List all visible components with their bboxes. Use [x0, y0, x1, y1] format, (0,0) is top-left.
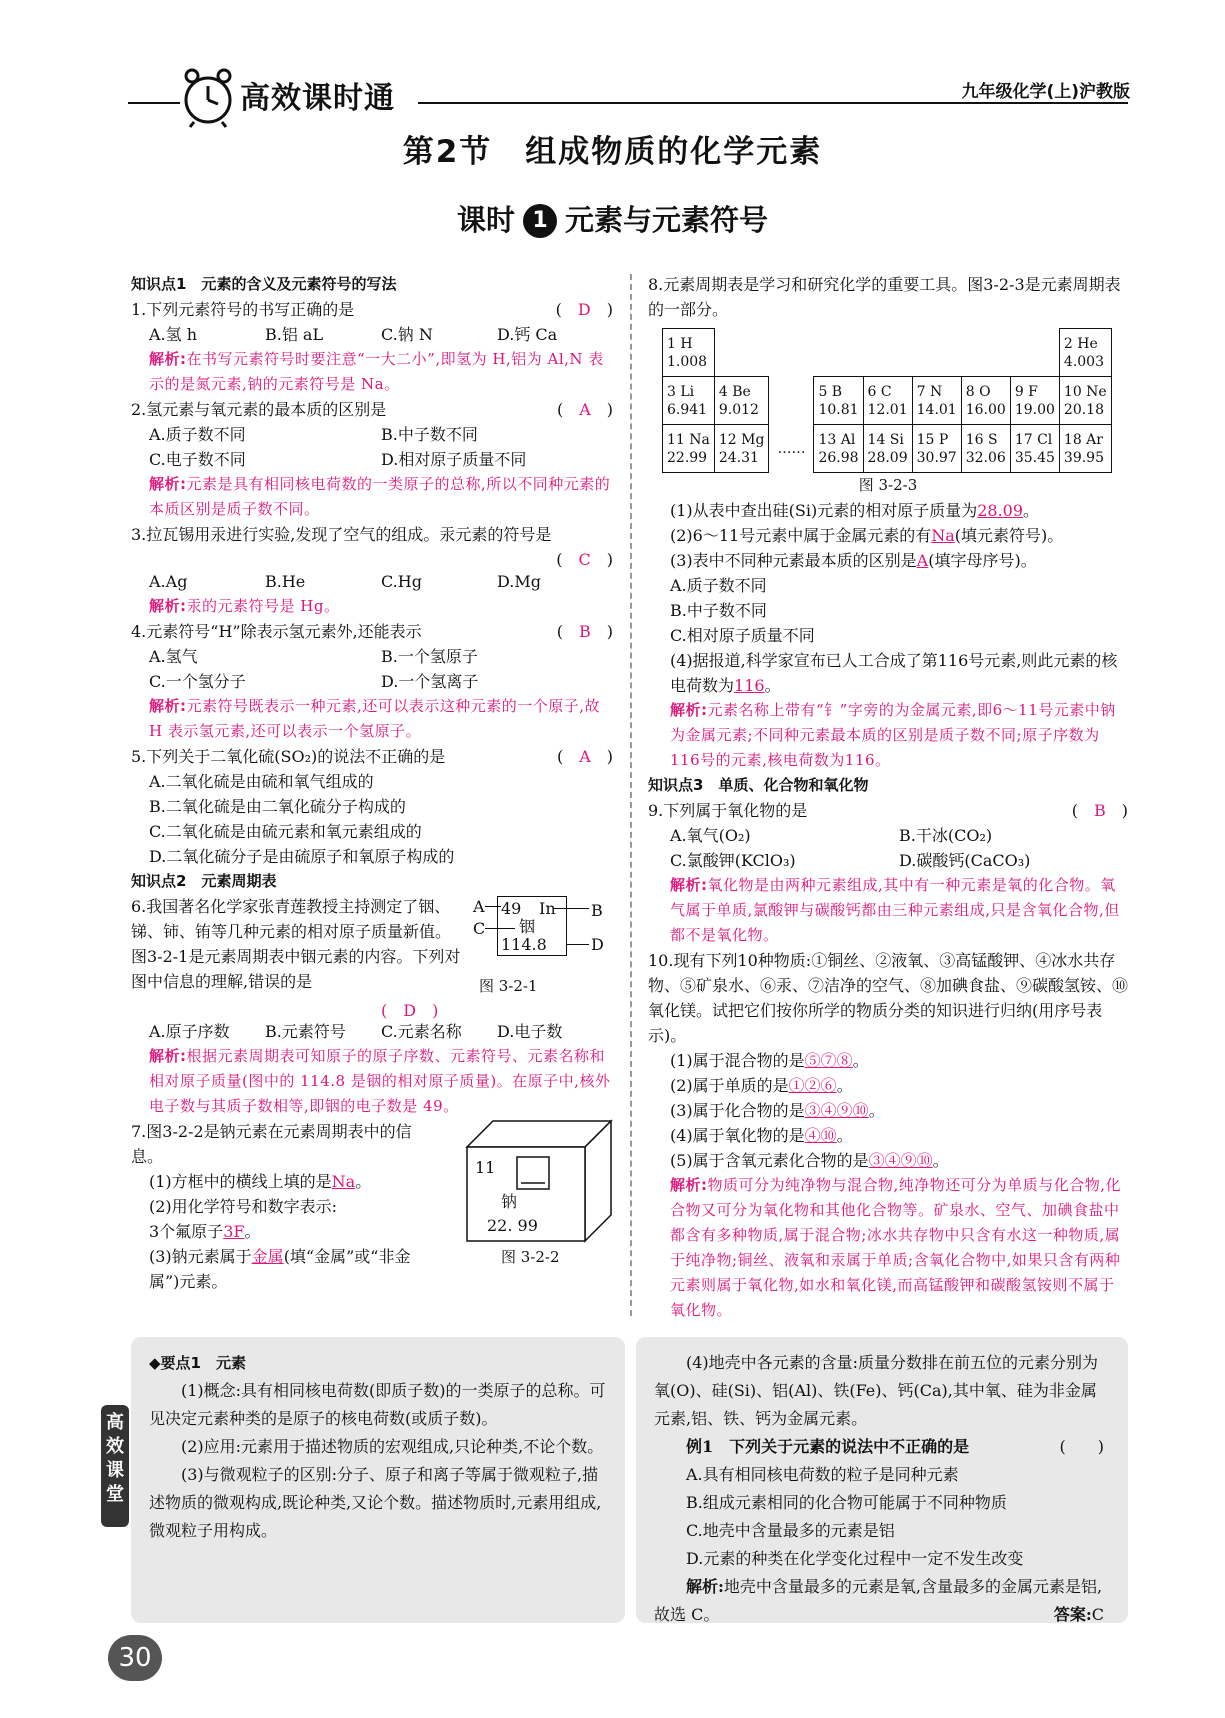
pt-cell: 6 C 12.01 [863, 377, 912, 425]
page-number: 30 [108, 1635, 162, 1681]
question-10: 10.现有下列10种物质:①铜丝、②液氧、③高锰酸钾、④冰水共存物、⑤矿泉水、⑥汞、⑦洁净的空气、⑧加碘食盐、⑨碳酸氢铵、⑩氧化镁。试把它们按你所学的物质分类的知识进行归纳(用序号表示)。 (1)属于混合物的是⑤⑦⑧。 (2)属于单质的是①②⑥。 (3)属于化合物的是③④⑨⑩。 (4)属于氧化物的是④⑩。 (5)属于含氧元素化合物的是③④⑨⑩。 解析:物质可分为纯净物与混合物,纯净物还可分为单质与化合物,化合物又可分为氧化物和其他化合物等。矿泉水、空气、加碘食盐中都含有多种物质,属于混合物;冰水共存物中只含有水这一种物质,属于纯净物;铜丝、液氧和汞属于单质;含氧化合物中,如果只含有两种元素则属于氧化物,如水和氧化镁,而高锰酸钾和碳酸氢铵则不属于氧化物。 [648, 951, 1129, 1319]
pt-cell: 11 Na 22.99 [663, 425, 715, 473]
section-title: 第2节 组成物质的化学元素 [402, 134, 823, 170]
lesson-title: 课时 1 元素与元素符号 [456, 203, 769, 237]
knowledge-point-1: 知识点1 元素的含义及元素符号的写法 [131, 275, 397, 293]
alarm-clock-logo-icon [180, 64, 236, 128]
question-1: 1.下列元素符号的书写正确的是 ( D ) A.氢 h B.铝 aL C.钠 N D.钙 Ca 解析:在书写元素符号时要注意“一大二小”,即氢为 H,铝为 Al,N 表示的是氮元素,钠的元素符号是 Na。 [131, 300, 613, 393]
question-6: 6.我国著名化学家张青莲教授主持测定了铟、锑、铈、铕等几种元素的相对原子质量新值。图3-2-1是元素周期表中铟元素的内容。下列对图中信息的理解,错误的是 ( D ) A C B D 49 In 铟 114.8 图 3-2-1 A.原子序数 B.元素符号 C.元素名称 D.电子数 解析:根据元素周期表可知原子的原子序数、元素符号、元素名称和相对原子质量(图中的 114.8 是铟的相对原子质量)。在原子中,核外电子数与其质子数相等,即铟的电子数是 49。 [131, 894, 613, 1119]
pt-cell: 17 Cl 35.45 [1010, 425, 1059, 473]
brand-title: 高效课时通 [240, 81, 395, 116]
pt-cell: 16 S 32.06 [961, 425, 1010, 473]
left-column [131, 272, 613, 1294]
pt-cell: 4 Be 9.012 [714, 377, 769, 425]
pt-cell: 15 P 30.97 [912, 425, 961, 473]
pt-cell: 18 Ar 39.95 [1059, 425, 1111, 473]
question-5: 5.下列关于二氧化硫(SO₂)的说法不正确的是 ( A ) A.二氧化硫是由硫和氧气组成的 B.二氧化硫是由二氧化硫分子构成的 C.二氧化硫是由硫元素和氧元素组成的 D.二氧化硫分子是由硫原子和氧原子构成的 [131, 747, 613, 866]
figure-3-2-2: 11 钠 22. 99 图 3-2-2 [465, 1119, 615, 1269]
question-3: 3.拉瓦锡用汞进行实验,发现了空气的组成。汞元素的符号是 ( C ) A.Ag B.He C.Hg D.Mg 解析:汞的元素符号是 Hg。 [131, 525, 613, 615]
pt-cell: 14 Si 28.09 [863, 425, 912, 473]
periodic-table-figure: 1 H 1.008 2 He 4.003 3 Li 6.941 4 Be 9.012 5 B 10.81 6 C 12.01 7 N 14.01 8 O 16.00 9 F 19.00 10 Ne 20.18 11 Na 22.99 12 Mg 24.31 …… 13 Al 26.98 14 Si 28.09 15 P 30.97 16 S 32.06 17 Cl 35.45 18 Ar 39.95 [662, 328, 1112, 473]
column-divider [630, 274, 632, 1316]
pt-cell: 1 H 1.008 [663, 329, 715, 377]
pt-cell: 8 O 16.00 [961, 377, 1010, 425]
example-box: (4)地壳中各元素的含量:质量分数排在前五位的元素分别为氧(O)、硅(Si)、铝(Al)、铁(Fe)、钙(Ca),其中氧、硅为非金属元素,铝、铁、钙为金属元素。 例1 下列关于元素的说法中不正确的是 ( ) A.具有相同核电荷数的粒子是同种元素 B.组成元素相同的化合物可能属于不同种物质 C.地壳中含量最多的元素是铝 D.元素的种类在化学变化过程中一定不发生改变 解析:地壳中含量最多的元素是氧,含量最多的金属元素是铝,故选 C。 答案:C [636, 1337, 1128, 1623]
question-2: 2.氢元素与氧元素的最本质的区别是 ( A ) A.质子数不同 B.中子数不同 C.电子数不同 D.相对原子质量不同 解析:元素是具有相同核电荷数的一类原子的总称,所以不同种元素的本质区别是质子数不同。 [131, 400, 613, 518]
figure-3-2-1: A C B D 49 In 铟 114.8 图 3-2-1 [473, 897, 604, 995]
sidebar-tab: 高 效 课 堂 [101, 1405, 129, 1527]
question-4: 4.元素符号“H”除表示氢元素外,还能表示 ( B ) A.氢气 B.一个氢原子 C.一个氢分子 D.一个氢离子 解析:元素符号既表示一种元素,还可以表示这种元素的一个原子,故 H 表示氢元素,还可以表示一个氢原子。 [131, 622, 613, 740]
question-7: 7.图3-2-2是钠元素在元素周期表中的信息。 (1)方框中的横线上填的是Na。 (2)用化学符号和数字表示: 3个氟原子3F。 (3)钠元素属于金属(填“金属”或“非金属”)元素。 11 钠 22. 99 图 3-2-2 [131, 1119, 613, 1294]
pt-cell: 5 B 10.81 [814, 377, 863, 425]
question-9: 9.下列属于氧化物的是 ( B ) A.氧气(O₂) B.干冰(CO₂) C.氯酸钾(KClO₃) D.碳酸钙(CaCO₃) 解析:氧化物是由两种元素组成,其中有一种元素是氧的化合物。氧气属于单质,氯酸钾与碳酸钙都由三种元素组成,只是含氧化合物,但都不是氧化物。 [648, 801, 1128, 944]
right-column [648, 272, 1128, 1323]
knowledge-point-2: 知识点2 元素周期表 [131, 872, 277, 890]
pt-cell: 2 He 4.003 [1059, 329, 1111, 377]
pt-cell: 9 F 19.00 [1010, 377, 1059, 425]
question-8: 8.元素周期表是学习和研究化学的重要工具。图3-2-3是元素周期表的一部分。 1 H 1.008 2 He 4.003 3 Li 6.941 4 Be 9.012 5 B 10.81 6 C 12.01 7 N 14.01 8 O 16.00 9 F 19.00 10 Ne 20.18 11 Na 22.99 12 Mg 24.31 …… 13 Al 26.98 14 Si 28.09 15 P 30.97 16 S 32.06 17 Cl 35.45 18 Ar 39.95 图 3-2-3 (1)从表中查出硅(Si)元素的相对原子质量为28.09。 (2)6～11号元素中属于金属元素的有Na(填元素符号)。 (3)表中不同种元素最本质的区别是A(填字母序号)。 A.质子数不同 B.中子数不同 C.相对原子质量不同 (4)据报道,科学家宣布已人工合成了第116号元素,则此元素的核电荷数为116。 解析:元素名称上带有“钅”字旁的为金属元素,即6～11号元素中钠为金属元素;不同种元素最本质的区别是质子数不同;原子序数为116号的元素,核电荷数为116。 [648, 275, 1121, 769]
pt-cell: 7 N 14.01 [912, 377, 961, 425]
pt-cell: 13 Al 26.98 [814, 425, 863, 473]
pt-cell: 3 Li 6.941 [663, 377, 715, 425]
knowledge-point-3: 知识点3 单质、化合物和氧化物 [648, 776, 869, 794]
header-rule-left [128, 102, 180, 104]
book-subject: 九年级化学(上)沪教版 [961, 82, 1130, 102]
pt-cell: 12 Mg 24.31 [714, 425, 769, 473]
pt-cell: 10 Ne 20.18 [1059, 377, 1111, 425]
key-point-box: ◆要点1 元素 (1)概念:具有相同核电荷数(即质子数)的一类原子的总称。可见决定元素种类的是原子的核电荷数(或质子数)。 (2)应用:元素用于描述物质的宏观组成,只论种类,不论个数。 (3)与微观粒子的区别:分子、原子和离子等属于微观粒子,描述物质的微观构成,既论种类,又论个数。描述物质时,元素用组成,微观粒子用构成。 [131, 1337, 625, 1623]
